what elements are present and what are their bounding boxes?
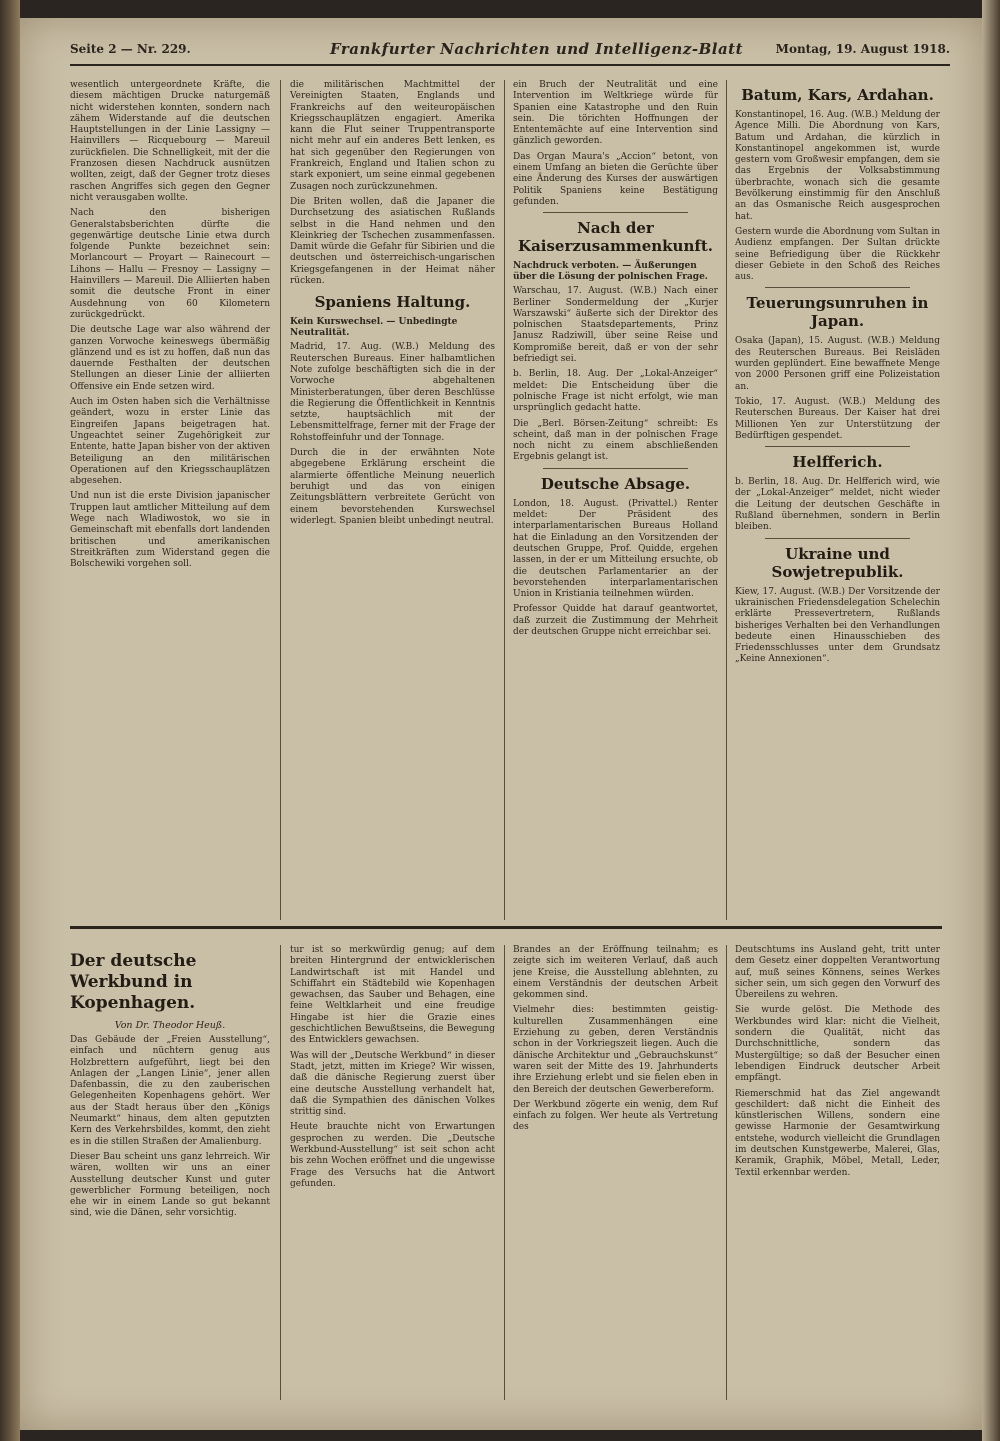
masthead [70,40,950,66]
article-heading: Teuerungsunruhen in Japan. [746,294,929,331]
feuilleton-column-2 [290,945,495,1400]
article-paragraph: Nach den bisherigen Generalstabsberichten dürfte die gegenwärtige deutsche Linie etwa durch folgende Punkte bezeichnet sein: Morlancourt — Proyart — Rainecourt — Lihons — Hallu — Fresnoy — Lassigny — Hainvillers — Mareuil. Die Alliierten haben somit die deutsche Front in einer Ausdehnung von 60 Kilometern zurückgedrückt. [70,208,270,320]
feuilleton-paragraph: Was will der „Deutsche Werkbund“ in dieser Stadt, jetzt, mitten im Kriege? Wir wissen, daß die dänische Regierung zuerst über eine deutsche Ausstellung verhandelt hat, daß die Sympathien des dänischen Volkes strittig sind. [290,1050,495,1118]
article-paragraph: Die deutsche Lage war also während der ganzen Vorwoche keineswegs übermäßig glänzend und es ist zu hoffen, daß nun das dauernde Festhalten der deutschen Stellungen an dieser Linie der alliierten Offensive ein Ende setzen wird. [70,325,270,392]
article-paragraph: Die „Berl. Börsen-Zeitung“ schreibt: Es scheint, daß man in der polnischen Frage noch nicht zu einem abschließenden Ergebnis gelangt ist. [513,418,718,463]
article-paragraph: Die Briten wollen, daß die Japaner die Durchsetzung des asiatischen Rußlands selbst in die Hand nehmen und den Kleinkrieg der Tschechen zusammenfassen. Damit würde die Gefahr für Sibirien und die deutschen und österreichisch-ungarischen Kriegsgefangenen in der Heimat näher rücken. [290,196,495,287]
column-1 [70,80,270,920]
article-paragraph: die militärischen Machtmittel der Vereinigten Staaten, Englands und Frankreichs auf den weiteuropäischen Kriegsschauplätzen engagiert. Amerika kann die Flut seiner Truppentransporte nicht mehr auf ein anderes Bett lenken, es hat sich gegenüber den Regierungen von Frankreich, England und Italien schon zu stark exponiert, um seine einmal gegebenen Zusagen noch zurückzunehmen. [290,80,495,192]
article-paragraph: London, 18. August. (Privattel.) Renter meldet: Der Präsident des interparlamentarischen Bureaus Holland hat die Einladung an den Vorsitzenden der deutschen Gruppe, Prof. Quidde, ergehen lassen, in der er um Mitteilung ersuchte, ob die deutschen Parlamentarier an der bevorstehenden interparlamentarischen Union in Kristiania teilnehmen würden. [513,498,718,600]
feuilleton-paragraph: Brandes an der Eröffnung teilnahm; es zeigte sich im weiteren Verlauf, daß auch jene Kreise, die Ausstellung ablehnten, zu einem Verständnis der deutschen Arbeit gekommen sind. [513,945,718,1001]
newspaper-title: Frankfurter Nachrichten und Intelligenz-Blatt [330,40,744,58]
article-paragraph: Durch die in der erwähnten Note abgegebene Erklärung erscheint die alarmierte öffentliche Meinung neuerlich beruhigt und das von einigen Zeitungsblättern verbreitete Gerücht von einem bevorstehenden Kurswechsel widerlegt. Spanien bleibt unbedingt neutral. [290,448,495,526]
article-subheading: Nachdruck verboten. — Äußerungen über die Lösung der polnischen Frage. [513,261,708,283]
feuilleton-paragraph: Sie wurde gelöst. Die Methode des Werkbundes wird klar: nicht die Vielheit, sondern die Qualität, nicht das Durchschnittliche, sondern das Mustergültige; so daß der Besucher einen lebendigen Eindruck deutscher Arbeit empfängt. [735,1005,940,1084]
article-subheading: Kein Kurswechsel. — Unbedingte Neutralität. [290,317,458,339]
feuilleton-column-3 [513,945,718,1400]
feuilleton-paragraph: Riemerschmid hat das Ziel angewandt geschildert: daß nicht die Einheit des künstlerischen Willens, sondern eine gewisse Harmonie der Gesamtwirkung entstehe, wodurch vielleicht die Grundlagen im deutschen Kunstgewerbe, Malerei, Glas, Keramik, Graphik, Möbel, Metall, Leder, Textil erkennbar werden. [735,1088,940,1178]
article-paragraph: Professor Quidde hat darauf geantwortet, daß zurzeit die Zustimmung der Mehrheit der deutschen Gruppe nicht erreichbar sei. [513,604,718,637]
article-paragraph: Osaka (Japan), 15. August. (W.B.) Meldung des Reuterschen Bureaus. Bei Reisläden wurden geplündert. Eine bewaffnete Menge von 2000 Personen griff eine Polizeistation an. [735,336,940,392]
feuilleton-column-4 [735,945,940,1400]
column-rule [280,945,281,1400]
article-heading: Batum, Kars, Ardahan. [741,86,934,104]
article-separator [765,287,910,288]
feuilleton-paragraph: Vielmehr dies: bestimmten geistig-kulturellen Zusammenhängen eine Erziehung zu geben, deren Verständnis schon in der Vorkriegszeit liegen. Auch die dänische Architektur und „Gebrauchskunst“ waren seit der Mitte des 19. Jahrhunderts ihre Erziehung erlebt und sie fielen eben in den Bereich der deutschen Gewerbereform. [513,1005,718,1095]
column-rule [504,945,505,1400]
article-heading: Ukraine und Sowjetrepublik. [771,544,904,581]
article-paragraph: Gestern wurde die Abordnung vom Sultan in Audienz empfangen. Der Sultan drückte seine Befriedigung über die Rückkehr dieser Gebiete in den Schoß des Reiches aus. [735,226,940,283]
article-heading: Spaniens Haltung. [314,293,471,312]
feuilleton-column-1 [70,945,270,1400]
feuilleton-paragraph: Deutschtums ins Ausland geht, tritt unter dem Gesetz einer doppelten Verantwortung auf, muß seines Könnens, seines Werkes sicher sein, um sich gegen den Vorwurf des Übereilens zu wehren. [735,945,940,1001]
article-paragraph: Auch im Osten haben sich die Verhältnisse geändert, wozu in erster Linie das Eingreifen Japans beigetragen hat. Ungeachtet seiner Zugehörigkeit zur Entente, hatte Japan bisher von der aktiven Beteiligung an den militärischen Operationen auf den Kriegsschauplätzen abgesehen. [70,397,270,487]
article-paragraph: Tokio, 17. August. (W.B.) Meldung des Reuterschen Bureaus. Der Kaiser hat drei Millionen Yen zur Unterstützung der Bedürftigen gespendet. [735,396,940,441]
article-heading: Helfferich. [792,453,883,472]
article-separator [543,212,688,213]
feuilleton-rule [70,926,942,929]
article-separator [765,446,910,447]
adjacent-page-strip [982,0,1000,1441]
article-paragraph: Und nun ist die erste Division japanischer Truppen laut amtlicher Mitteilung auf dem Wege nach Wladiwostok, wo sie in Gemeinschaft mit ebenfalls dort landenden britischen und amerikanischen Streitkräften zum Widerstand gegen die Bolschewiki vorgehen soll. [70,491,270,570]
column-rule [726,945,727,1400]
article-paragraph: Konstantinopel, 16. Aug. (W.B.) Meldung der Agence Milli. Die Abordnung von Kars, Batum und Ardahan, die kürzlich in Konstantinopel angekommen ist, wurde gestern vom Großwesir empfangen, dem sie das Ergebnis der Volksabstimmung überbrachte, wonach sich die gesamte Bevölkerung einstimmig für den Anschluß an das Osmanische Reich ausgesprochen hat. [735,110,940,222]
feuilleton-paragraph: Das Gebäude der „Freien Ausstellung“, einfach und nüchtern genug aus Holzbrettern aufgeführt, liegt bei den Anlagen der „Langen Linie“, jener allen Dafenbassin, die zu den zauberischen Gelegenheiten Kopenhagens gehört. Wer aus der Stadt heraus über den „Königs Neumarkt“ hinaus, dem alten geputzten Kern des Verkehrsbildes, kommt, den zieht es in die stillen Straßen der Amalienburg. [70,1035,270,1147]
feuilleton-paragraph: Der Werkbund zögerte ein wenig, dem Ruf einfach zu folgen. Wer heute als Vertretung des [513,1099,718,1133]
issue-date: Montag, 19. August 1918. [775,42,950,56]
article-paragraph: b. Berlin, 18. Aug. Dr. Helfferich wird, wie der „Lokal-Anzeiger“ meldet, nicht wieder die Leitung der deutschen Geschäfte in Rußland übernehmen, sondern in Berlin bleiben. [735,477,940,533]
article-separator [543,468,688,469]
feuilleton-paragraph: Heute brauchte nicht von Erwartungen gesprochen zu werden. Die „Deutsche Werkbund-Ausstellung“ ist seit schon acht bis zehn Wochen eröffnet und die ungewisse Frage des Versuchs hat die Antwort gefunden. [290,1122,495,1189]
article-heading: Nach der Kaiserzusammenkunft. [518,219,713,256]
article-paragraph: Das Organ Maura's „Accion“ betont, von einem Umfang an bieten die Gerüchte über eine Änderung des Kurses der auswärtigen Politik Spaniens keine Bestätigung gefunden. [513,151,718,207]
feuilleton-byline: Von Dr. Theodor Heuß. [114,1020,226,1031]
column-rule [726,80,727,920]
article-paragraph: Madrid, 17. Aug. (W.B.) Meldung des Reuterschen Bureaus. Einer halbamtlichen Note zufolge beschäftigten sich die in der Vorwoche abgehaltenen Ministerberatungen, über deren Beschlüsse die Regierung die Öffentlichkeit in Kenntnis setzte, hauptsächlich mit der Lebensmittelfrage, ferner mit der Frage der Rohstoffeinfuhr und der Tonnage. [290,342,495,443]
article-heading: Deutsche Absage. [540,474,691,493]
feuilleton-paragraph: Dieser Bau scheint uns ganz lehrreich. Wir wären, wollten wir uns an einer Ausstellung deutscher Kunst und guter gewerblicher Formung beteiligen, noch ehe wir in einem Lande so gut bekannt sind, wie die Dänen, sehr vorsichtig. [70,1151,270,1219]
article-paragraph: ein Bruch der Neutralität und eine Intervention im Weltkriege würde für Spanien eine Katastrophe und den Ruin sein. Die törichten Hoffnungen der Ententemächte auf eine Intervention sind gänzlich geworden. [513,80,718,147]
article-paragraph: Warschau, 17. August. (W.B.) Nach einer Berliner Sondermeldung der „Kurjer Warszawski“ äußerte sich der Direktor des polnischen Staatsdepartements, Prinz Janusz Radziwill, über seine Reise und Kompromiße bereit, daß er von der sehr befriedigt sei. [513,286,718,365]
column-rule [504,80,505,920]
column-2 [290,80,495,920]
feuilleton-paragraph: tur ist so merkwürdig genug; auf dem breiten Hintergrund der entwicklerischen Landwirtschaft ist mit Handel und Schiffahrt ein Städtebild wie Kopenhagen gewachsen, das Sauber und Behagen, eine feine Weltklarheit und eine freudige Hingabe ist hier die Grazie eines geschichtlichen Bewußtseins, die Bewegung des Entwicklers gewachsen. [290,945,495,1046]
article-paragraph: b. Berlin, 18. Aug. Der „Lokal-Anzeiger“ meldet: Die Entscheidung über die polnische Frage ist nicht erfolgt, wie man ursprünglich gedacht hatte. [513,369,718,414]
article-paragraph: wesentlich untergeordnete Kräfte, die diesem mächtigen Drucke naturgemäß nicht widerstehen konnten, sondern nach zähem Widerstande auf die deutschen Hauptstellungen in der Linie Lassigny — Hainvillers — Ricquebourg — Mareuil zurückfielen. Die Schnelligkeit, mit der die Franzosen diesen Nachdruck ausnützen wollten, zeigt, daß der Gegner trotz dieses raschen Angriffes sich gegen den Gegner nicht verausgaben wollte. [70,80,270,203]
page-number: Seite 2 — Nr. 229. [70,42,191,56]
article-paragraph: Kiew, 17. August. (W.B.) Der Vorsitzende der ukrainischen Friedensdelegation Schelechin erklärte Pressevertretern, Rußlands bisheriges Verhalten bei den Verhandlungen bedeute einen Hinausschieben des Friedensschlusses unter dem Grundsatz „Keine Annexionen“. [735,586,940,665]
column-3 [513,80,718,920]
page-binding-edge [0,0,20,1441]
column-rule [280,80,281,920]
column-4 [735,80,940,920]
article-separator [765,538,910,539]
feuilleton-heading: Der deutsche Werkbund in Kopenhagen. [70,951,197,1013]
